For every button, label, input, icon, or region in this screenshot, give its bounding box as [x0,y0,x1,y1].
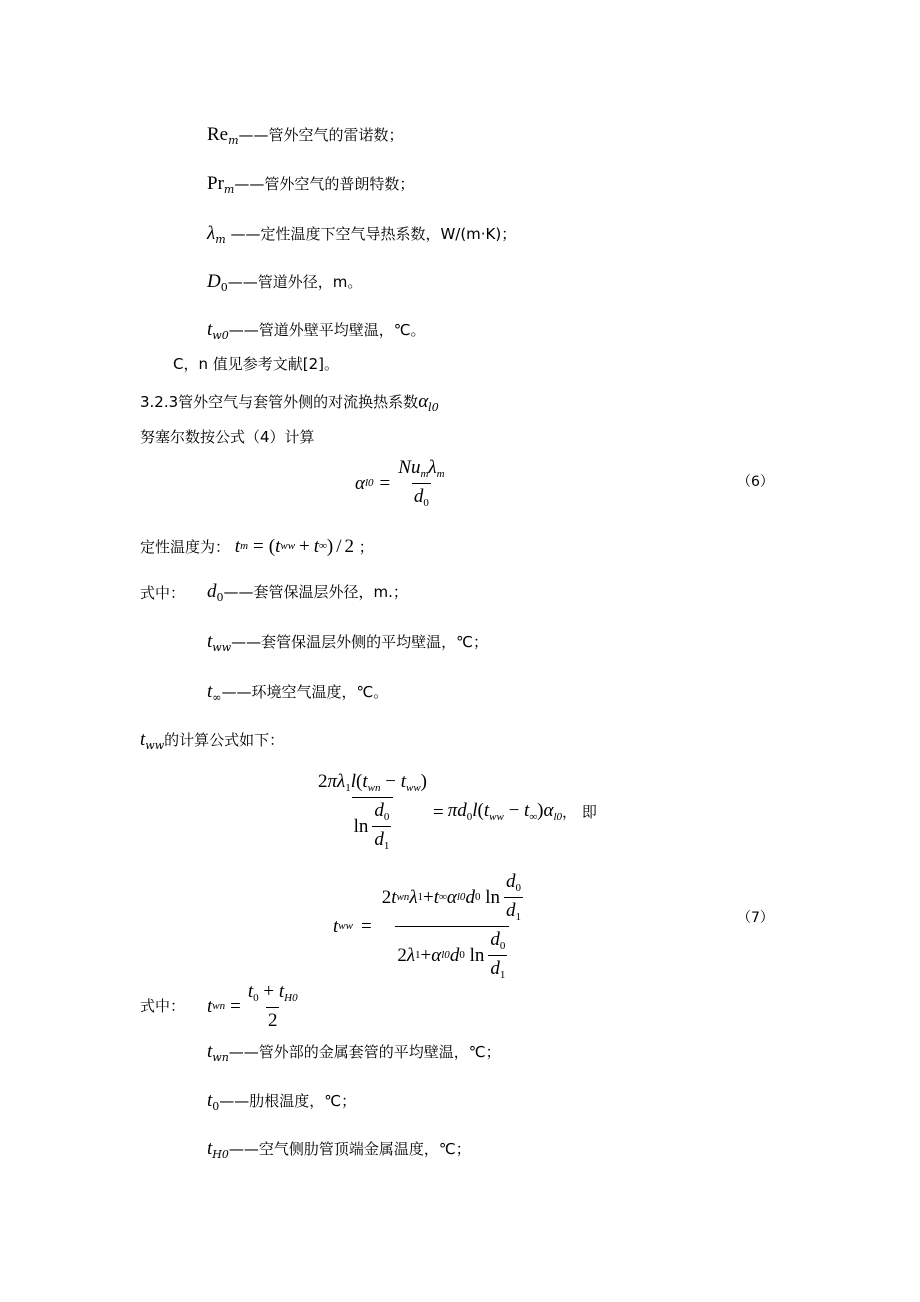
equation-number-7: （7） [737,910,774,926]
def-t0: $t_0——$肋根温度，℃； [207,1090,357,1113]
equation-twn: t wn = $\frac{t_0 + t_{H0}}{2}$ [207,981,298,1031]
equation-6: α l0 = $\frac{Nu_m\lambda_m}{d_0}$ [355,457,445,509]
def-tinf: $t_\infty——$环境空气温度，℃。 [207,681,389,704]
section-title: 管外空气与套管外侧的对流换热系数 [178,393,419,411]
def-th0: $t_{H0}——$空气侧肋管顶端金属温度，℃； [207,1138,471,1161]
definition-text: ——管道外壁平均壁温，℃。 [228,321,426,339]
def-twn: $t_{wn}——$管外部的金属套管的平均壁温，℃； [207,1041,501,1064]
symbol: Pr [207,173,224,194]
symbol: D [207,271,221,292]
def-d0-pipe: $D_0——$管道外径，m。 [207,271,363,294]
section-heading: 3.2.3管外空气与套管外侧的对流换热系数$\alpha_{l0}$ [140,391,439,414]
def-d0-insulation: $d_0——$套管保温层外径，m.； [207,581,408,604]
def-tw0: $t_{w0}——$管道外壁平均壁温，℃。 [207,319,426,342]
section-number: 3.2.3 [140,393,179,411]
definition-text: ——管外空气的雷诺数； [238,126,404,144]
symbol: λ [207,223,216,244]
definition-text: ——管道外径，m。 [227,273,363,291]
symbol: Re [207,124,229,145]
fraction: $\frac{t_0 + t_{H0}}{2}$ [247,981,298,1031]
fraction: $2\pi\lambda_1l(t_{wn} - t_{ww})$ ln $\frac{d_0}{d_1}$ [318,771,427,852]
fraction: 2 t wn λ 1 + t ∞ α l0 d 0 ln $\frac{d_0}{d_1}$ 2 λ 1 + α l0 d 0 ln $\frac{d_0}{d_1}$ [381,871,521,981]
intro-text: 努塞尔数按公式（4）计算 [140,428,315,446]
equation-heat-balance: $2\pi\lambda_1l(t_{wn} - t_{ww})$ ln $\frac{d_0}{d_1}$ = $\pi d_0l(t_{ww} - t_\infty)\alpha_{l0}$ ， 即 [318,771,597,852]
note-c-n: C，n 值见参考文献[2]。 [173,355,339,373]
def-tww: $t_{ww}——$套管保温层外侧的平均壁温，℃； [207,631,488,654]
equation-number-6: （6） [737,474,774,490]
def-lambda-m: $\lambda_m$ ——定性温度下空气导热系数，W/(m·K)； [207,223,517,246]
shizhong-label-2: 式中： [140,997,186,1015]
symbol: t [207,319,213,340]
definition-text: ——管外空气的普朗特数； [234,175,415,193]
def-pr-m: $Pr_m——$管外空气的普朗特数； [207,173,415,196]
def-re-m: $Re_m——$管外空气的雷诺数； [207,124,404,147]
fraction: $\frac{Nu_m\lambda_m}{d_0}$ [398,457,445,509]
definition-text: ——定性温度下空气导热系数，W/(m·K)； [225,225,517,243]
equation-7: t ww = 2 t wn λ 1 + t ∞ α l0 d 0 ln $\frac{d_0}{d_1}$ 2 λ 1 + α l0 d 0 ln $\frac{d_0}{d_1}$ [333,872,525,981]
shizhong-label: 式中： [140,584,186,602]
tww-intro: $t_{ww}$的计算公式如下： [140,729,285,752]
definition-temperature: 定性温度为： t m = ( t ww + t ∞ ) / 2 ； [140,536,374,557]
